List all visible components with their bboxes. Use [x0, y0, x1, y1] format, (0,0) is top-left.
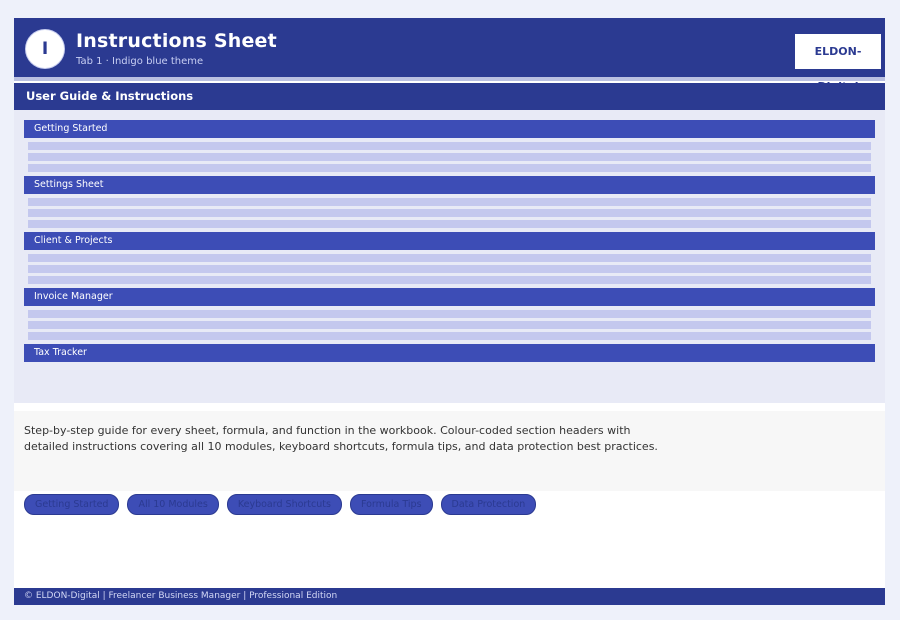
- tag-data-protection: Data Protection: [441, 494, 537, 515]
- placeholder-line: [28, 265, 871, 273]
- section-header-invoice-manager: Invoice Manager: [24, 288, 875, 306]
- tag-getting-started: Getting Started: [24, 494, 119, 515]
- placeholder-line: [28, 209, 871, 217]
- section-header-getting-started: Getting Started: [24, 120, 875, 138]
- placeholder-line: [28, 332, 871, 340]
- description-text: Step-by-step guide for every sheet, formula, and function in the workbook. Colour-coded section headers with detailed instructions covering all 10 modules, keyboard shortcuts, formula tips, and data protection best practices.: [24, 424, 658, 453]
- placeholder-line: [28, 321, 871, 329]
- placeholder-line: [28, 142, 871, 150]
- placeholder-line: [28, 198, 871, 206]
- tag-formula-tips: Formula Tips: [350, 494, 433, 515]
- header: [14, 18, 885, 77]
- feature-tags: [24, 494, 536, 515]
- header-divider: [14, 77, 885, 81]
- placeholder-line: [28, 276, 871, 284]
- section-bar-title: User Guide & Instructions: [14, 83, 885, 110]
- section-header-tax-tracker: Tax Tracker: [24, 344, 875, 362]
- brand-logo: ELDON-: [795, 34, 881, 69]
- placeholder-line: [28, 220, 871, 228]
- placeholder-line: [28, 153, 871, 161]
- placeholder-line: [28, 254, 871, 262]
- description-block: [14, 411, 885, 491]
- section-header-client-projects: Client & Projects: [24, 232, 875, 250]
- placeholder-line: [28, 164, 871, 172]
- sections-panel: [14, 110, 885, 403]
- section-header-settings-sheet: Settings Sheet: [24, 176, 875, 194]
- tag-keyboard-shortcuts: Keyboard Shortcuts: [227, 494, 342, 515]
- page-subtitle: Tab 1 · Indigo blue theme: [76, 56, 204, 67]
- placeholder-line: [28, 310, 871, 318]
- instructions-card: [14, 18, 885, 605]
- logo-badge: I: [26, 30, 64, 68]
- tag-all-modules: All 10 Modules: [127, 494, 218, 515]
- footer: © ELDON-Digital | Freelancer Business Manager | Professional Edition: [14, 588, 885, 605]
- page-title: Instructions Sheet: [76, 30, 277, 52]
